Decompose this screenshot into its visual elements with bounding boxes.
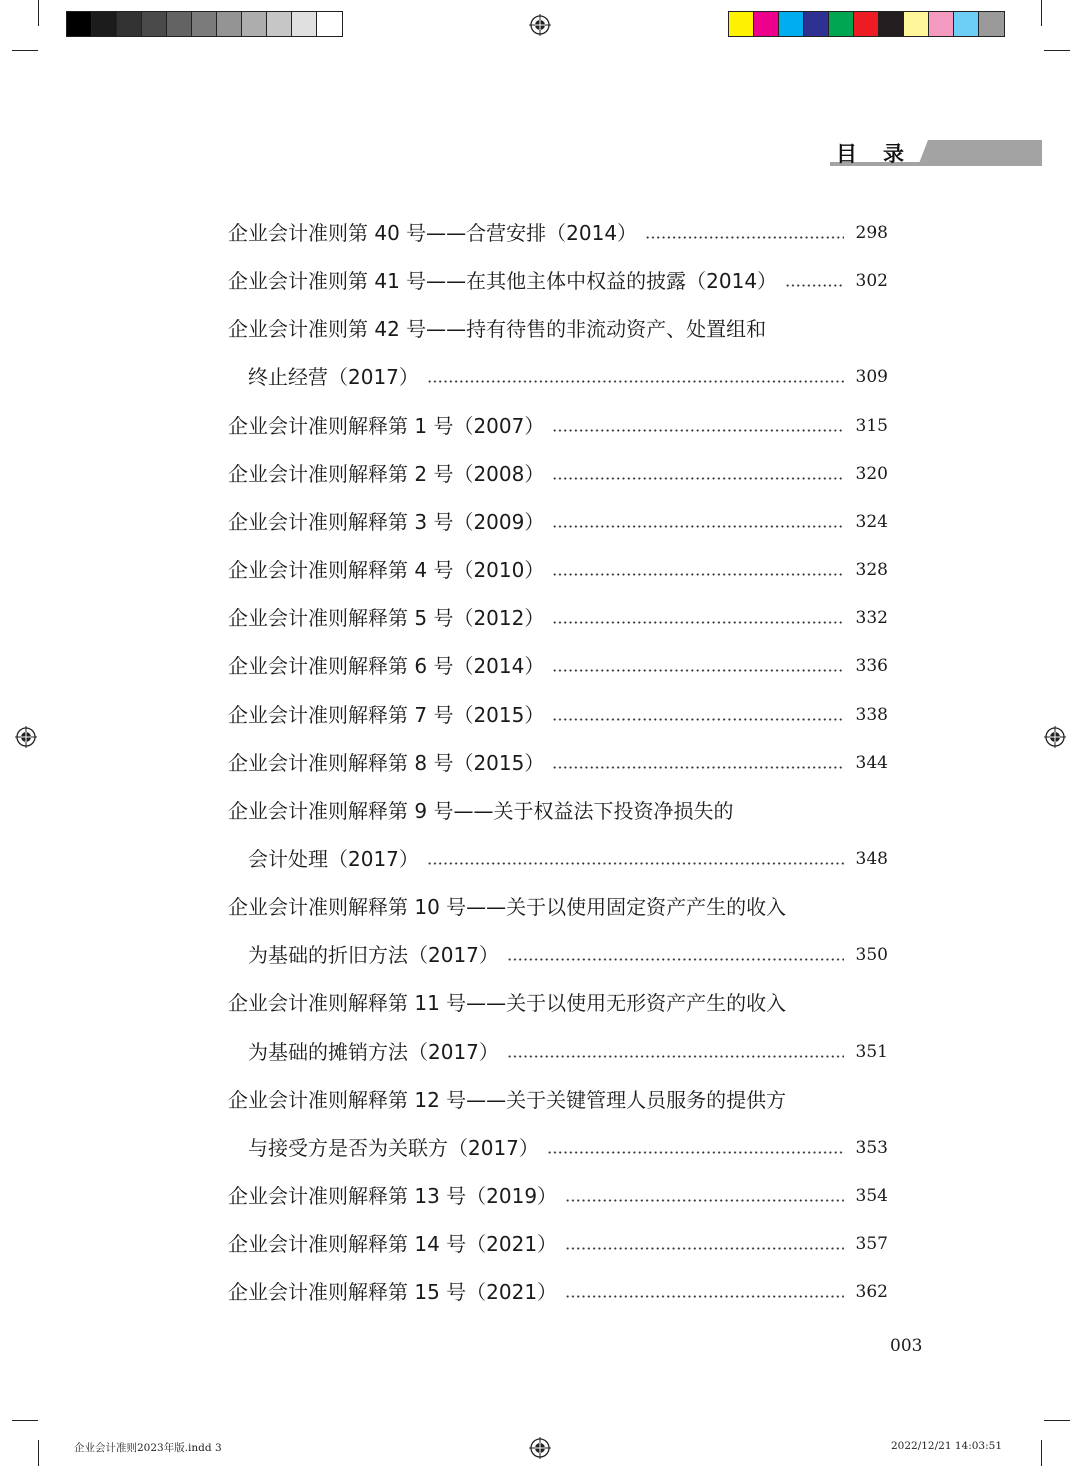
color-swatch [117, 12, 142, 36]
toc-entry[interactable] [0, 603, 1080, 633]
toc-dot-leader [565, 1247, 844, 1250]
toc-dot-leader [552, 718, 844, 721]
toc-entry-page: 350 [855, 945, 888, 966]
toc-entry-title: 企业会计准则解释第 2 号（2008） [228, 461, 545, 486]
toc-dot-leader [645, 236, 844, 239]
toc-entry-page: 336 [855, 656, 888, 677]
toc-entry[interactable] [0, 1037, 1080, 1067]
toc-entry-page: 324 [855, 511, 888, 532]
toc-entry-page: 357 [855, 1234, 888, 1255]
toc-entry[interactable] [0, 218, 1080, 248]
color-swatch [167, 12, 192, 36]
crop-mark [38, 1440, 39, 1466]
color-swatch [292, 12, 317, 36]
toc-entry[interactable] [0, 1277, 1080, 1307]
toc-entry[interactable] [0, 1133, 1080, 1163]
color-swatch [267, 12, 292, 36]
toc-entry-page: 354 [855, 1186, 888, 1206]
toc-entry-title: 企业会计准则解释第 4 号（2010） [228, 558, 545, 583]
toc-entry[interactable] [0, 459, 1080, 489]
toc-entry[interactable] [0, 651, 1080, 681]
toc-dot-leader [552, 525, 844, 528]
toc-dot-leader [552, 573, 844, 576]
toc-entry[interactable] [0, 1229, 1080, 1259]
toc-entry-page: 302 [855, 271, 888, 292]
color-swatch [67, 12, 92, 36]
registration-mark-icon [529, 14, 551, 36]
toc-entry-title: 企业会计准则解释第 13 号（2019） [228, 1184, 558, 1208]
toc-entry-page: 320 [855, 463, 888, 484]
color-swatch [954, 12, 979, 36]
toc-entry-page: 332 [855, 608, 888, 629]
toc-dot-leader [552, 429, 844, 432]
crop-mark [1044, 50, 1070, 51]
slug-datetime: 2022/12/21 14:03:51 [890, 1440, 1002, 1452]
toc-entry[interactable] [0, 362, 1080, 392]
toc-entry-title: 企业会计准则解释第 3 号（2009） [228, 509, 545, 534]
color-swatch [729, 12, 754, 36]
section-header [830, 140, 1042, 166]
color-swatch [779, 12, 804, 36]
color-swatch [754, 12, 779, 36]
toc-dot-leader [427, 862, 844, 865]
toc-entry[interactable] [0, 507, 1080, 537]
toc-entry-title: 会计处理（2017） [248, 846, 419, 871]
toc-entry-page: 351 [855, 1041, 888, 1062]
toc-entry[interactable] [0, 555, 1080, 585]
toc-entry-page: 344 [855, 752, 888, 773]
section-title: 目录 [836, 142, 930, 166]
toc-entry-title: 企业会计准则解释第 12 号——关于关键管理人员服务的提供方 [228, 1087, 787, 1112]
grayscale-color-bar [66, 11, 343, 37]
toc-dot-leader [507, 1055, 844, 1058]
crop-mark [38, 0, 39, 26]
toc-dot-leader [507, 958, 844, 961]
cmyk-color-bar [728, 11, 1005, 37]
toc-entry-title: 为基础的折旧方法（2017） [248, 943, 499, 968]
color-swatch [217, 12, 242, 36]
toc-dot-leader [427, 380, 844, 383]
toc-entry-title: 企业会计准则解释第 8 号（2015） [228, 750, 545, 775]
toc-dot-leader [547, 1151, 844, 1154]
toc-entry-page: 328 [855, 560, 888, 581]
toc-dot-leader [552, 766, 844, 769]
toc-entry[interactable] [0, 940, 1080, 970]
color-swatch [854, 12, 879, 36]
toc-entry-title: 企业会计准则解释第 5 号（2012） [228, 606, 545, 631]
toc-entry[interactable] [0, 748, 1080, 778]
color-swatch [879, 12, 904, 36]
crop-mark [12, 50, 38, 51]
slug-filename: 企业会计准则2023年版.indd 3 [74, 1442, 222, 1454]
color-swatch [92, 12, 117, 36]
toc-entry-page: 338 [855, 704, 888, 725]
toc-entry-page: 353 [855, 1137, 888, 1158]
color-swatch [804, 12, 829, 36]
toc-entry-title: 企业会计准则解释第 15 号（2021） [228, 1280, 558, 1305]
toc-entry-page: 348 [855, 848, 888, 869]
toc-entry-title: 企业会计准则第 42 号——持有待售的非流动资产、处置组和 [228, 317, 767, 342]
toc-entry[interactable] [0, 844, 1080, 874]
toc-entry-page: 315 [855, 415, 888, 436]
toc-entry-page: 309 [855, 367, 888, 388]
toc-entry-title: 企业会计准则第 40 号——合营安排（2014） [228, 221, 638, 245]
crop-mark [1041, 1440, 1042, 1466]
color-swatch [904, 12, 929, 36]
color-swatch [979, 12, 1004, 36]
toc-entry[interactable] [0, 266, 1080, 296]
color-swatch [317, 12, 342, 36]
toc-dot-leader [785, 284, 844, 287]
toc-entry-title: 企业会计准则解释第 11 号——关于以使用无形资产产生的收入 [228, 991, 787, 1016]
toc-dot-leader [552, 477, 844, 480]
color-swatch [929, 12, 954, 36]
toc-entry-title: 终止经营（2017） [248, 365, 419, 390]
crop-mark [12, 1420, 38, 1421]
toc-entry[interactable] [0, 1085, 1080, 1115]
toc-dot-leader [552, 621, 844, 624]
toc-entry-page: 362 [855, 1282, 888, 1303]
toc-entry-title: 企业会计准则解释第 9 号——关于权益法下投资净损失的 [228, 798, 734, 823]
color-swatch [142, 12, 167, 36]
color-swatch [192, 12, 217, 36]
toc-entry[interactable] [0, 892, 1080, 922]
toc-entry[interactable] [0, 1181, 1080, 1211]
registration-mark-icon [529, 1437, 551, 1459]
toc-dot-leader [565, 1199, 844, 1202]
toc-entry-title: 为基础的摊销方法（2017） [248, 1039, 499, 1064]
toc-entry-title: 企业会计准则解释第 14 号（2021） [228, 1232, 558, 1257]
page-number: 003 [890, 1336, 923, 1356]
toc-entry-title: 企业会计准则解释第 6 号（2014） [228, 654, 545, 679]
toc-entry[interactable] [0, 314, 1080, 344]
toc-entry-title: 企业会计准则解释第 1 号（2007） [228, 413, 545, 438]
toc-entry[interactable] [0, 411, 1080, 441]
crop-mark [1041, 0, 1042, 26]
toc-entry-title: 企业会计准则第 41 号——在其他主体中权益的披露（2014） [228, 269, 778, 294]
color-swatch [242, 12, 267, 36]
toc-entry-title: 与接受方是否为关联方（2017） [248, 1135, 539, 1160]
toc-entry[interactable] [0, 988, 1080, 1018]
toc-dot-leader [565, 1295, 844, 1298]
toc-entry-title: 企业会计准则解释第 7 号（2015） [228, 702, 545, 727]
toc-entry-title: 企业会计准则解释第 10 号——关于以使用固定资产产生的收入 [228, 895, 787, 920]
toc-entry[interactable] [0, 796, 1080, 826]
toc-entry[interactable] [0, 700, 1080, 730]
crop-mark [1044, 1420, 1070, 1421]
toc-entry-page: 298 [855, 223, 888, 243]
color-swatch [829, 12, 854, 36]
toc-dot-leader [552, 669, 844, 672]
